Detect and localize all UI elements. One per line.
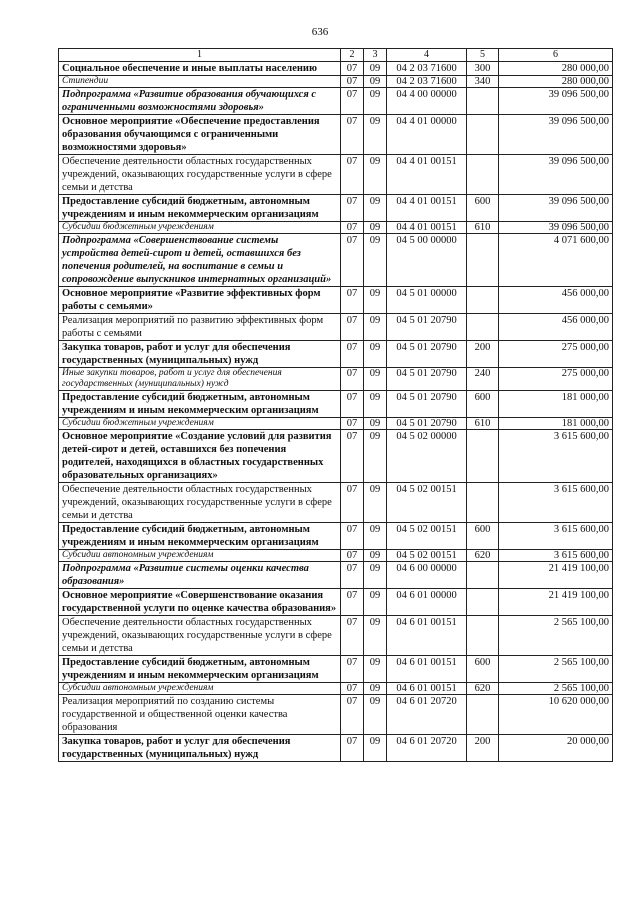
row-target-code-cell: 04 4 01 00151 (387, 222, 467, 234)
row-expense-type-cell (467, 155, 499, 195)
page-number: 636 (311, 26, 329, 38)
row-name-cell: Основное мероприятие «Совершенствование оказания государственной услуги по оценке качества образования» (59, 589, 341, 616)
row-target-code-cell: 04 6 01 00151 (387, 656, 467, 683)
row-subsection-cell: 09 (364, 589, 387, 616)
row-subsection-cell: 09 (364, 234, 387, 287)
row-expense-type-cell (467, 287, 499, 314)
row-subsection-cell: 09 (364, 287, 387, 314)
row-subsection-cell: 09 (364, 735, 387, 762)
row-target-code-cell: 04 6 00 00000 (387, 562, 467, 589)
row-expense-type-cell (467, 314, 499, 341)
row-expense-type-cell (467, 483, 499, 523)
row-subsection-cell: 09 (364, 341, 387, 368)
row-subsection-cell: 09 (364, 391, 387, 418)
row-expense-type-cell (467, 589, 499, 616)
row-name-cell: Субсидии автономным учреждениям (59, 683, 341, 695)
row-name-cell: Основное мероприятие «Обеспечение предоставления образования обучающимся с ограниченными возможностями здоровья» (59, 115, 341, 155)
header-col-6: 6 (499, 49, 613, 62)
table-row (59, 368, 613, 391)
row-amount-cell: 2 565 100,00 (499, 656, 613, 683)
row-expense-type-cell: 300 (467, 62, 499, 76)
row-expense-type-cell (467, 115, 499, 155)
table-row (59, 341, 613, 368)
row-name-cell: Закупка товаров, работ и услуг для обеспечения государственных (муниципальных) нужд (59, 735, 341, 762)
row-amount-cell: 21 419 100,00 (499, 562, 613, 589)
table-row (59, 155, 613, 195)
row-subsection-cell: 09 (364, 155, 387, 195)
row-name-cell: Предоставление субсидий бюджетным, автономным учреждениям и иным некоммерческим организациям (59, 391, 341, 418)
row-section-cell: 07 (341, 523, 364, 550)
row-name-cell: Подпрограмма «Развитие образования обучающихся с ограниченными возможностями здоровья» (59, 88, 341, 115)
table-row (59, 391, 613, 418)
row-subsection-cell: 09 (364, 76, 387, 88)
header-col-2: 2 (341, 49, 364, 62)
table-body (59, 62, 613, 762)
row-expense-type-cell (467, 616, 499, 656)
row-section-cell: 07 (341, 222, 364, 234)
table-row (59, 88, 613, 115)
row-subsection-cell: 09 (364, 656, 387, 683)
row-expense-type-cell: 200 (467, 341, 499, 368)
table-row (59, 314, 613, 341)
row-subsection-cell: 09 (364, 418, 387, 430)
row-expense-type-cell: 200 (467, 735, 499, 762)
row-expense-type-cell: 610 (467, 222, 499, 234)
row-section-cell: 07 (341, 695, 364, 735)
row-name-cell: Обеспечение деятельности областных государственных учреждений, оказывающих государственные услуги в сфере семьи и детства (59, 616, 341, 656)
table-row (59, 195, 613, 222)
row-name-cell: Субсидии бюджетным учреждениям (59, 418, 341, 430)
row-section-cell: 07 (341, 88, 364, 115)
row-subsection-cell: 09 (364, 616, 387, 656)
row-amount-cell: 3 615 600,00 (499, 523, 613, 550)
table-row (59, 418, 613, 430)
row-section-cell: 07 (341, 314, 364, 341)
row-name-cell: Субсидии автономным учреждениям (59, 550, 341, 562)
header-col-3: 3 (364, 49, 387, 62)
table-row (59, 62, 613, 76)
row-section-cell: 07 (341, 62, 364, 76)
table-row (59, 115, 613, 155)
budget-table (58, 48, 613, 762)
row-name-cell: Обеспечение деятельности областных государственных учреждений, оказывающих государственные услуги в сфере семьи и детства (59, 483, 341, 523)
row-subsection-cell: 09 (364, 523, 387, 550)
row-target-code-cell: 04 6 01 20720 (387, 735, 467, 762)
row-name-cell: Иные закупки товаров, работ и услуг для обеспечения государственных (муниципальных) нужд (59, 368, 341, 391)
row-section-cell: 07 (341, 550, 364, 562)
row-subsection-cell: 09 (364, 222, 387, 234)
row-subsection-cell: 09 (364, 88, 387, 115)
row-amount-cell: 4 071 600,00 (499, 234, 613, 287)
row-expense-type-cell (467, 88, 499, 115)
row-expense-type-cell: 610 (467, 418, 499, 430)
row-section-cell: 07 (341, 483, 364, 523)
row-amount-cell: 39 096 500,00 (499, 115, 613, 155)
row-section-cell: 07 (341, 735, 364, 762)
row-expense-type-cell (467, 562, 499, 589)
row-section-cell: 07 (341, 76, 364, 88)
row-amount-cell: 181 000,00 (499, 418, 613, 430)
row-name-cell: Предоставление субсидий бюджетным, автономным учреждениям и иным некоммерческим организациям (59, 195, 341, 222)
row-target-code-cell: 04 5 01 20790 (387, 391, 467, 418)
row-subsection-cell: 09 (364, 683, 387, 695)
table-row (59, 76, 613, 88)
row-subsection-cell: 09 (364, 430, 387, 483)
row-section-cell: 07 (341, 683, 364, 695)
row-target-code-cell: 04 4 01 00000 (387, 115, 467, 155)
row-section-cell: 07 (341, 287, 364, 314)
row-subsection-cell: 09 (364, 550, 387, 562)
row-amount-cell: 3 615 600,00 (499, 550, 613, 562)
row-expense-type-cell (467, 695, 499, 735)
header-row (59, 49, 613, 62)
row-target-code-cell: 04 5 01 20790 (387, 314, 467, 341)
table-row (59, 735, 613, 762)
table-row (59, 287, 613, 314)
row-name-cell: Основное мероприятие «Развитие эффективных форм работы с семьями» (59, 287, 341, 314)
row-amount-cell: 39 096 500,00 (499, 195, 613, 222)
table-row (59, 234, 613, 287)
row-name-cell: Субсидии бюджетным учреждениям (59, 222, 341, 234)
row-name-cell: Обеспечение деятельности областных государственных учреждений, оказывающих государственные услуги в сфере семьи и детства (59, 155, 341, 195)
row-amount-cell: 275 000,00 (499, 368, 613, 391)
row-target-code-cell: 04 5 02 00151 (387, 483, 467, 523)
header-col-1: 1 (59, 49, 341, 62)
row-section-cell: 07 (341, 341, 364, 368)
row-subsection-cell: 09 (364, 483, 387, 523)
row-amount-cell: 39 096 500,00 (499, 222, 613, 234)
row-target-code-cell: 04 4 01 00151 (387, 155, 467, 195)
row-target-code-cell: 04 4 00 00000 (387, 88, 467, 115)
table-header (59, 49, 613, 62)
row-target-code-cell: 04 6 01 00151 (387, 683, 467, 695)
row-amount-cell: 456 000,00 (499, 314, 613, 341)
row-section-cell: 07 (341, 368, 364, 391)
row-amount-cell: 39 096 500,00 (499, 88, 613, 115)
row-subsection-cell: 09 (364, 62, 387, 76)
row-name-cell: Социальное обеспечение и иные выплаты населению (59, 62, 341, 76)
row-expense-type-cell: 600 (467, 656, 499, 683)
table-row (59, 683, 613, 695)
row-amount-cell: 3 615 600,00 (499, 430, 613, 483)
row-amount-cell: 456 000,00 (499, 287, 613, 314)
row-subsection-cell: 09 (364, 115, 387, 155)
row-expense-type-cell (467, 430, 499, 483)
row-target-code-cell: 04 4 01 00151 (387, 195, 467, 222)
row-amount-cell: 3 615 600,00 (499, 483, 613, 523)
row-expense-type-cell: 620 (467, 550, 499, 562)
row-target-code-cell: 04 5 00 00000 (387, 234, 467, 287)
row-name-cell: Реализация мероприятий по развитию эффективных форм работы с семьями (59, 314, 341, 341)
row-expense-type-cell: 600 (467, 195, 499, 222)
row-target-code-cell: 04 6 01 00151 (387, 616, 467, 656)
row-target-code-cell: 04 5 02 00151 (387, 550, 467, 562)
row-target-code-cell: 04 5 01 20790 (387, 341, 467, 368)
table-row (59, 550, 613, 562)
row-section-cell: 07 (341, 115, 364, 155)
header-col-4: 4 (387, 49, 467, 62)
row-target-code-cell: 04 6 01 20720 (387, 695, 467, 735)
row-expense-type-cell: 600 (467, 523, 499, 550)
row-name-cell: Предоставление субсидий бюджетным, автономным учреждениям и иным некоммерческим организациям (59, 656, 341, 683)
row-subsection-cell: 09 (364, 368, 387, 391)
row-expense-type-cell (467, 234, 499, 287)
row-subsection-cell: 09 (364, 562, 387, 589)
table-row (59, 695, 613, 735)
row-target-code-cell: 04 5 02 00151 (387, 523, 467, 550)
row-name-cell: Подпрограмма «Развитие системы оценки качества образования» (59, 562, 341, 589)
row-amount-cell: 181 000,00 (499, 391, 613, 418)
table-row (59, 222, 613, 234)
row-subsection-cell: 09 (364, 314, 387, 341)
row-section-cell: 07 (341, 418, 364, 430)
row-amount-cell: 20 000,00 (499, 735, 613, 762)
row-name-cell: Закупка товаров, работ и услуг для обеспечения государственных (муниципальных) нужд (59, 341, 341, 368)
table-row (59, 523, 613, 550)
row-expense-type-cell: 620 (467, 683, 499, 695)
row-amount-cell: 21 419 100,00 (499, 589, 613, 616)
row-name-cell: Реализация мероприятий по созданию системы государственной и общественной оценки качества образования (59, 695, 341, 735)
row-target-code-cell: 04 5 02 00000 (387, 430, 467, 483)
row-name-cell: Основное мероприятие «Создание условий для развития детей-сирот и детей, оставшихся без попечения родителей, находящихся в областных государственных образовательных организациях» (59, 430, 341, 483)
row-section-cell: 07 (341, 589, 364, 616)
row-amount-cell: 2 565 100,00 (499, 683, 613, 695)
row-subsection-cell: 09 (364, 195, 387, 222)
row-expense-type-cell: 240 (467, 368, 499, 391)
table-row (59, 483, 613, 523)
table-row (59, 430, 613, 483)
row-amount-cell: 280 000,00 (499, 76, 613, 88)
row-expense-type-cell: 340 (467, 76, 499, 88)
row-section-cell: 07 (341, 391, 364, 418)
row-subsection-cell: 09 (364, 695, 387, 735)
row-name-cell: Подпрограмма «Совершенствование системы устройства детей-сирот и детей, оставшихся без попечения родителей, на воспитание в семьи и сопровождение выпускников интернатных организаций» (59, 234, 341, 287)
row-target-code-cell: 04 5 01 20790 (387, 418, 467, 430)
row-section-cell: 07 (341, 195, 364, 222)
header-col-5: 5 (467, 49, 499, 62)
row-amount-cell: 280 000,00 (499, 62, 613, 76)
row-section-cell: 07 (341, 656, 364, 683)
table-row (59, 589, 613, 616)
row-name-cell: Стипендии (59, 76, 341, 88)
row-section-cell: 07 (341, 616, 364, 656)
row-expense-type-cell: 600 (467, 391, 499, 418)
table-row (59, 562, 613, 589)
table-row (59, 656, 613, 683)
table-row (59, 616, 613, 656)
row-amount-cell: 2 565 100,00 (499, 616, 613, 656)
row-target-code-cell: 04 2 03 71600 (387, 62, 467, 76)
row-section-cell: 07 (341, 234, 364, 287)
row-target-code-cell: 04 2 03 71600 (387, 76, 467, 88)
row-section-cell: 07 (341, 155, 364, 195)
row-target-code-cell: 04 5 01 20790 (387, 368, 467, 391)
row-target-code-cell: 04 5 01 00000 (387, 287, 467, 314)
row-section-cell: 07 (341, 430, 364, 483)
row-section-cell: 07 (341, 562, 364, 589)
row-amount-cell: 10 620 000,00 (499, 695, 613, 735)
row-amount-cell: 39 096 500,00 (499, 155, 613, 195)
row-amount-cell: 275 000,00 (499, 341, 613, 368)
row-name-cell: Предоставление субсидий бюджетным, автономным учреждениям и иным некоммерческим организациям (59, 523, 341, 550)
row-target-code-cell: 04 6 01 00000 (387, 589, 467, 616)
